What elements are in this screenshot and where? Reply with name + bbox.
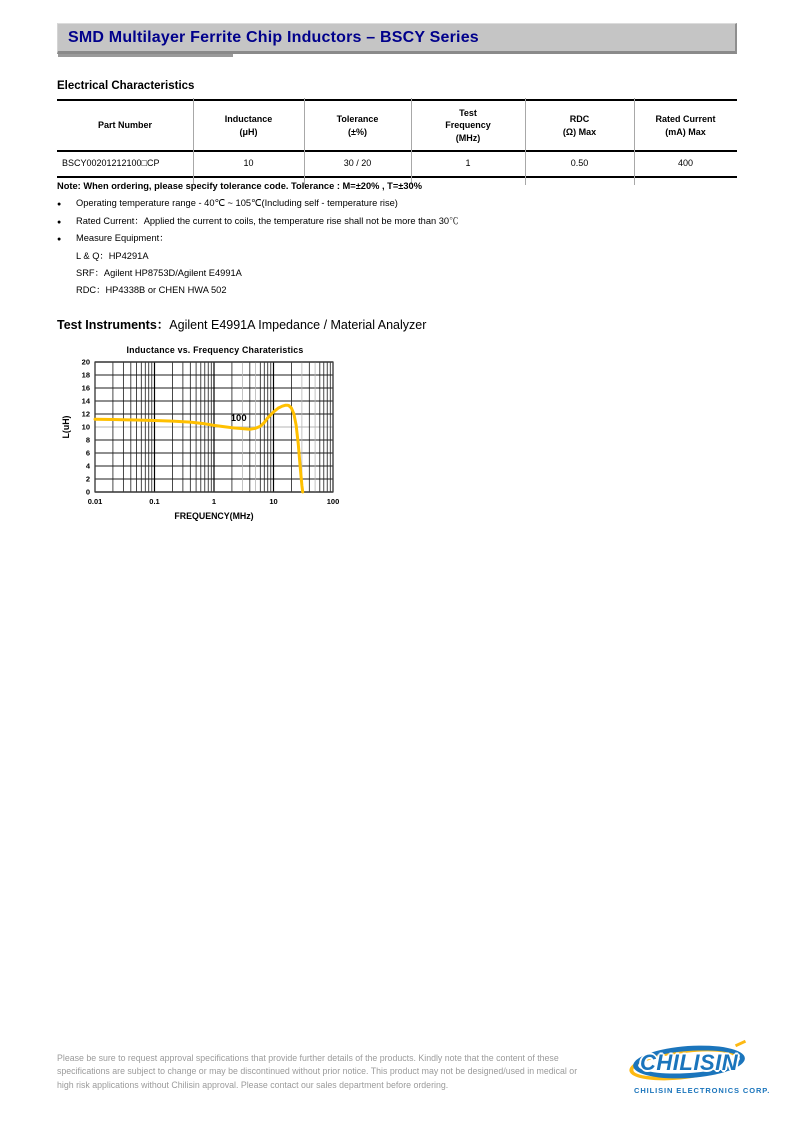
equipment-lq: L & Q：HP4291A — [76, 250, 149, 261]
table-column-divider — [634, 98, 635, 185]
cell-test-frequency: 1 — [465, 158, 471, 168]
col-header-rated-current — [634, 101, 737, 150]
svg-text:6: 6 — [85, 448, 90, 458]
tolerance-note: Note: When ordering, please specify tolerance code. Tolerance : M=±20% , T=±30% — [57, 181, 422, 191]
col-header-line: (±%) — [348, 126, 367, 137]
svg-text:8: 8 — [85, 435, 90, 445]
logo-company-name: CHILISIN ELECTRONICS CORP. — [634, 1086, 771, 1095]
svg-text:1: 1 — [211, 497, 217, 506]
header-bar — [57, 23, 737, 54]
chilisin-logo — [628, 1041, 771, 1095]
cell-rated-current: 400 — [677, 158, 694, 168]
header-bar-shadow — [58, 54, 233, 57]
cell-tolerance: 30 / 20 — [343, 158, 372, 168]
notes-list — [57, 195, 458, 299]
svg-text:12: 12 — [81, 409, 90, 419]
svg-text:L(uH): L(uH) — [61, 415, 71, 439]
page-title: SMD Multilayer Ferrite Chip Inductors – BSCY Series — [68, 28, 479, 46]
disclaimer-line: specifications are subject to change or may be discontinued without prior notice. This product may not be designed/used in medical or — [57, 1066, 578, 1077]
chart-title: Inductance vs. Frequency Charateristics — [126, 345, 304, 355]
cell-part-number: BSCY00201212100□CP — [62, 158, 160, 168]
svg-text:20: 20 — [81, 357, 90, 367]
svg-text:0.1: 0.1 — [149, 497, 160, 506]
col-header-line: Inductance — [224, 114, 273, 124]
bullet-icon: ● — [57, 236, 62, 243]
col-header-inductance — [193, 101, 304, 150]
table-row — [57, 152, 737, 176]
col-header-part-number — [57, 101, 193, 150]
svg-text:100: 100 — [326, 497, 340, 506]
svg-text:14: 14 — [81, 396, 90, 406]
col-header-tolerance — [304, 101, 411, 150]
table-column-divider — [525, 98, 526, 185]
svg-text:16: 16 — [81, 383, 90, 393]
inductance-frequency-chart — [55, 352, 355, 527]
col-header-line: (Ω) Max — [562, 126, 597, 137]
test-instruments-value: Agilent E4991A Impedance / Material Analyzer — [169, 318, 427, 332]
svg-text:18: 18 — [81, 370, 90, 380]
svg-text:10: 10 — [269, 497, 278, 506]
electrical-characteristics-heading: Electrical Characteristics — [57, 80, 195, 92]
logo-wordmark: CHILISIN — [640, 1050, 739, 1075]
col-header-rdc — [525, 101, 634, 150]
col-header-line: Frequency — [445, 120, 491, 131]
col-header-line: Rated Current — [655, 114, 716, 124]
disclaimer-line: high risk applications without Chilisin approval. Please contact our sales department before ordering. — [57, 1079, 449, 1090]
list-item — [57, 195, 458, 213]
test-instruments-line — [57, 315, 426, 333]
footer-disclaimer — [57, 1052, 577, 1092]
note-operating-temperature: Operating temperature range - 40℃ ~ 105℃(Including self - temperature rise) — [76, 198, 398, 208]
table-column-divider — [304, 98, 305, 185]
svg-text:FREQUENCY(MHz): FREQUENCY(MHz) — [174, 511, 254, 521]
table-column-divider — [411, 98, 412, 185]
logo-accent-dash — [735, 1040, 746, 1047]
electrical-characteristics-table — [57, 99, 737, 178]
col-header-test-frequency — [411, 101, 525, 150]
logo-mark — [628, 1041, 768, 1083]
table-header-row — [57, 101, 737, 152]
list-item — [57, 213, 458, 231]
disclaimer-line: Please be sure to request approval specifications that provide further details of the products. Kindly note that the content of these — [57, 1053, 559, 1063]
col-header-line: Test — [459, 107, 477, 118]
equipment-rdc: RDC：HP4338B or CHEN HWA 502 — [76, 284, 227, 295]
equipment-srf: SRF：Agilent HP8753D/Agilent E4991A — [76, 267, 242, 278]
col-header-line: RDC — [569, 114, 590, 124]
col-header-line: Tolerance — [336, 114, 379, 124]
note-rated-current: Rated Current：Applied the current to coils, the temperature rise shall not be more than 30℃ — [76, 215, 459, 226]
svg-text:0.01: 0.01 — [87, 497, 103, 506]
col-header-line: (mA) Max — [665, 126, 706, 137]
svg-text:10: 10 — [81, 422, 90, 432]
svg-text:4: 4 — [85, 461, 90, 471]
svg-text:0: 0 — [85, 487, 90, 497]
bullet-icon: ● — [57, 218, 62, 226]
col-header-line: (μH) — [239, 126, 258, 137]
note-measure-equipment: Measure Equipment： — [76, 233, 169, 243]
test-instruments-label: Test Instruments： — [57, 318, 170, 332]
table-column-divider — [193, 98, 194, 185]
col-header-line: (MHz) — [455, 132, 481, 143]
cell-inductance: 10 — [243, 158, 254, 168]
col-header-line: Part Number — [97, 120, 152, 131]
cell-rdc: 0.50 — [570, 158, 589, 168]
list-item — [57, 230, 458, 248]
bullet-icon: ● — [57, 201, 62, 208]
svg-text:2: 2 — [85, 474, 90, 484]
svg-text:100: 100 — [230, 413, 247, 425]
